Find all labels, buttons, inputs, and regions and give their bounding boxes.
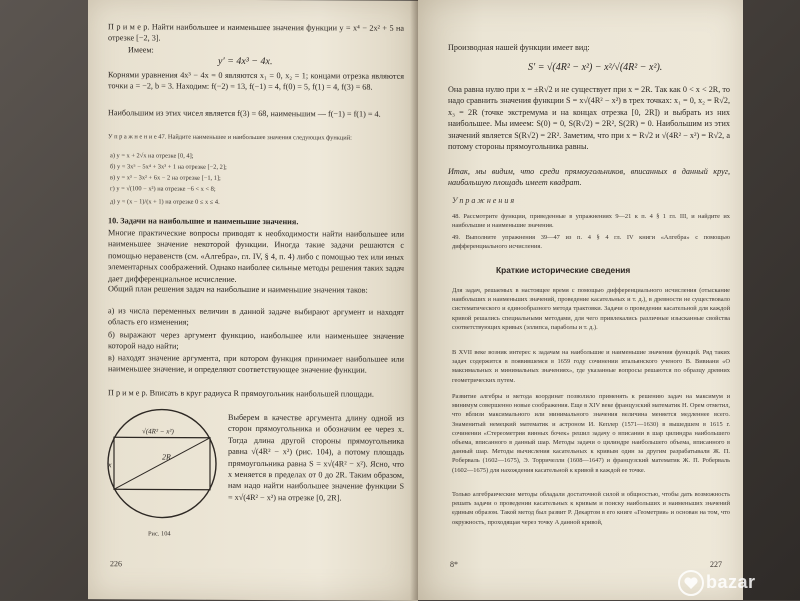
exercise-g: г) y = √(100 − x²) на отрезке −6 < x < 8; — [110, 185, 216, 193]
greatest-text: Наибольшим из этих чисел является f(3) = 68, наименьшим — f(−1) = f(1) = 4. — [108, 108, 381, 119]
exercise-47-title: У п р а ж н е н и е 47. Найдите наименьшее и наибольшее значения следующих функций: — [108, 133, 352, 142]
plan-a: а) из числа переменных величин в данной задаче выбирают аргумент и находят область его изменения; — [108, 306, 404, 328]
exercise-d: д) y = (x − 1)/(x + 1) на отрезке 0 ≤ x ≤ 4. — [110, 198, 220, 206]
plan-v: в) находят значение аргумента, при котором функция принимает наибольшее или наименьшее значение, и определяют соответствующее значение функции. — [108, 353, 404, 376]
figure-label-2r: 2R — [162, 452, 171, 462]
history-paragraph-3: Развитие алгебры и метода координат позволило применять к решению задач на максимум и минимум совершенно новые соображения. Еще в XIV веке французский математик Н. Орем отметил, что вблизи максимального или минимального значения величина меняется медленнее всего. Знаменитый немецкий математик и астроном И. Кеплер (1571—1630) в вышедшем в 1615 г. сочинении «Стереометрия винных бочек» решил задачу о вписании в шар цилиндра наибольшего объема, вписанного в данный шар. Методы задачи о цилиндре наибольшего объема, вписанного в данный шар. Методы вычисления касательных к кривым один за другим разрабатывали Ж. П. Роберваль (1602—1675), Э. Торричелли (1608—1647) и французский математик Ж. П. Роберваль (1602—1675) для нахождения касательной к кривой в каждой ее точке. — [452, 393, 730, 474]
exercise-a: а) y = x + 2√x на отрезке [0, 4]; — [110, 152, 194, 160]
section-title: 10. Задачи на наибольшие и наименьшие значения. — [108, 216, 299, 227]
exercise-48: 48. Рассмотрите функции, приведенные в упражнениях 9—21 к п. 4 § 1 гл. III, и найдите их наибольшие и наименьшие значения. — [452, 213, 730, 230]
watermark-text: bazar — [706, 572, 756, 592]
exercise-v: в) y = x³ − 3x² + 6x − 2 на отрезке [−1, 1]; — [110, 174, 221, 182]
example-statement: П р и м е р. Найти наибольшее и наименьшее значения функции y = x⁴ − 2x² + 5 на отрезке [−2, 3]. — [108, 22, 404, 43]
example-2: П р и м е р. Вписать в круг радиуса R прямоугольник наибольшей площади. — [108, 388, 374, 399]
signature-mark: 8* — [450, 560, 458, 569]
circle-figure — [102, 407, 222, 526]
plan-intro: Общий план решения задач на наибольшие и наименьшие значения таков: — [108, 284, 368, 295]
figure-label-x: x — [108, 460, 112, 470]
exercises-title: У п р а ж н е н и я — [452, 196, 515, 205]
watermark-heart-icon — [678, 570, 704, 596]
left-page — [88, 0, 418, 601]
exercise-49: 49. Выполните упражнения 39—47 из п. 4 § 4 гл. IV книги «Алгебра» с помощью дифференциального исчисления. — [452, 234, 730, 251]
exercise-b: б) y = 3x⁵ − 5x⁴ + 3x³ + 1 на отрезке [−2, 2]; — [110, 163, 227, 171]
history-paragraph-2: В XVII веке возник интерес к задачам на наибольшие и наименьшие значения функций. Ряд таких задач содержится в появившемся в 1659 году сочинении итальянского ученого В. Вивиани «О максимальных и минимальных значениях», где указанные вопросы решаются по образцу древних геометрических путем. — [452, 349, 730, 384]
plan-b: б) выражают через аргумент функцию, наибольшее или наименьшее значение которой надо найти; — [108, 330, 404, 352]
figure-label-top: √(4R² − x²) — [142, 427, 174, 436]
derivative-formula-right: S′ = √(4R² − x²) − x²/√(4R² − x²). — [528, 62, 663, 73]
conclusion: Итак, мы видим, что среди прямоугольников, вписанных в данный круг, наибольшую площадь имеет квадрат. — [448, 167, 730, 188]
history-paragraph-4: Только алгебраические методы обладали достаточной силой и общностью, чтобы дать возможность решать задачи о проведении касательных к кривым и поиску наибольших и наименьших значений единым образом. Такой метод был развит Р. Декартом в его книге «Геометрия» и основан на том, что окружность, проходящая через точку A данной кривой, — [452, 491, 730, 526]
section-body: Многие практические вопросы приводят к необходимости найти наибольшее или наименьшее значение некоторой функции. Иногда такие задачи решаются с помощью неравенств (см. «Алгебра», гл. IV, § 4, п. 4) либо с помощью тех или иных элементарных соображений. Однако наиболее сильные методы решения таких задач дает дифференциальное исчисление. — [108, 228, 404, 284]
right-page — [418, 0, 743, 600]
page-number-right: 227 — [710, 560, 722, 569]
derivative-intro: Производная нашей функции имеет вид: — [448, 43, 590, 52]
zero-text: Она равна нулю при x = ±R√2 и не существует при x = 2R. Так как 0 < x < 2R, то надо сравнить значения функции S = x√(4R² − x²) в трех точках: x₁ = 0, x₂ = R√2, x₃ = 2R (точке экстремума и на концах отрезка [0, 2R]) и выбрать из них наибольшее. Мы имеем: S(0) = 0, S(R√2) = 2R², S(2R) = 0. Наибольшим из этих значений является S(R√2) = 2R². Заметим, что при x = R√2 и √(4R² − x²) = R√2, а потому стороны прямоугольника равны. — [448, 85, 730, 152]
history-paragraph-1: Для задач, решаемых в настоящее время с помощью дифференциального исчисления (отыскание наибольших и наименьших значений, проведение касательных и т. д.), в древности не существовало систематического и единообразного метода трактовки. Задачи о проведении касательной для каждой кривой решались специальными методами, для чего привлекались различные изысканные свойства соответствующих кривых (эллипса, параболы и т. д.). — [452, 287, 730, 331]
derivative-formula: y′ = 4x³ − 4x. — [218, 55, 273, 68]
history-title: Краткие исторические сведения — [496, 265, 631, 275]
have-label: Имеем: — [128, 45, 154, 55]
page-number-left: 226 — [110, 559, 122, 569]
roots-text: Корнями уравнения 4x³ − 4x = 0 являются x₁ = 0, x₂ = 1; концами отрезка являются точки a = −2, b = 3. Находим: f(−2) = 13, f(−1) = 4, f(0) = 5, f(1) = 4, f(3) = 68. — [108, 70, 404, 93]
figure-caption: Рис. 104 — [148, 530, 171, 538]
example-2-body: Выберем в качестве аргумента длину одной из сторон прямоугольника и обозначим ее через x. Тогда длина другой стороны прямоугольника равна √(4R² − x²) (рис. 104), а потому площадь прямоугольника равна S = x√(4R² − x²). Ясно, что x меняется в пределах от 0 до 2R. Таким образом, нам надо найти наибольшее значение функции S = x√(4R² − x²) на отрезке [0, 2R]. — [228, 412, 404, 503]
